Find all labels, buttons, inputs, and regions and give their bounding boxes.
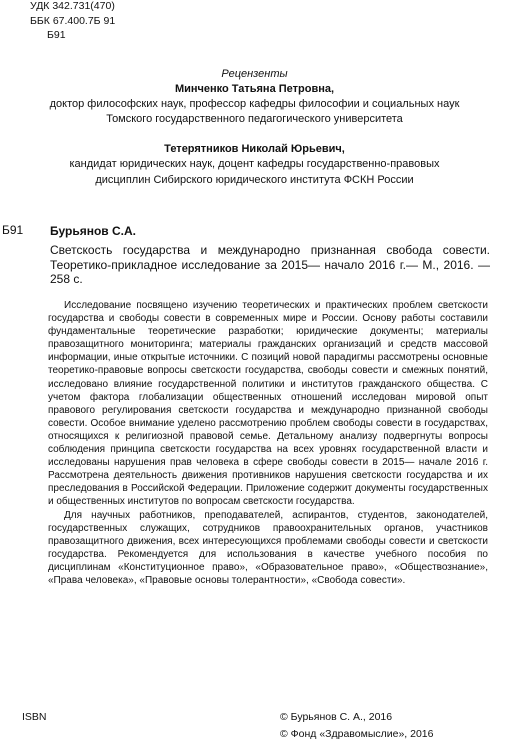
reviewer-2-affiliation: дисциплин Сибирского юридического института ФСКН России [95, 174, 414, 186]
annotation-paragraph-2: Для научных работников, преподавателей, аспирантов, студентов, законодателей, государственных служащих, сотрудников правоохранительных органов, участников правозащитного движения, всех интересующихся проблемами свободы совести и светскости государства. Рекомендуется для использования в качестве учебного пособия по дисциплинам «Конституционное право», «Образовательное право», «Обществознание», «Права человека», «Правовые основы толерантности», «Свобода совести». [48, 509, 488, 586]
reviewer-1-name: Минченко Татьяна Петровна, [174, 83, 335, 95]
author-mark: Б91 [47, 29, 66, 41]
entry-author: Бурьянов С.А. [50, 224, 136, 238]
copyright-publisher: © Фонд «Здравомыслие», 2016 [280, 728, 434, 740]
annotation [48, 299, 488, 587]
entry-code: Б91 [2, 223, 24, 237]
bbk-code: ББК 67.400.7Б 91 [30, 14, 116, 27]
annotation-paragraph-1: Исследование посвящено изучению теоретических и практических проблем светскости государства и свободы совести в современных мире и России. Основу работы составили фундаментальные теоретические разработки; юридические документы; материалы правозащитного мониторинга; материалы гражданских организаций и средств массовой информации, иные открытые источники. С позиций новой парадигмы рассмотрены основные теоретико-правовые вопросы светскости государства, свободы совести и смежных понятий, исследовано влияние государственной политики и институтов гражданского общества. С учетом фактора глобализации общественных отношений исследован мировой опыт правового регулирования светскости государства и международно признанной свободы совести. Особое внимание уделено рассмотрению проблем свободы совести в государствах, относящихся к религиозной правовой семье. Детальному анализу подвергнуты вопросы соблюдения принципа светскости государства на всех уровнях государственной власти и исследованы нарушения прав человека в сфере свободы совести в 2015— начале 2016 г. Рассмотрена деятельность движения противников нарушения светскости государства и их преследования в Российской Федерации. Приложение содержит документы государственных и общественных институтов по вопросам светскости государства. [48, 300, 488, 508]
classification-codes [30, 0, 115, 43]
reviewer-2-degree: кандидат юридических наук, доцент кафедры государственно-правовых [69, 158, 440, 170]
bibliographic-description: Светскость государства и международно признанная свобода совести. Теоретико-прикладное исследование за 2015— начало 2016 г.— М., 2016. — 258 с. [50, 243, 490, 286]
isbn-label: ISBN [22, 711, 47, 723]
reviewer-1-affiliation: Томского государственного педагогического университета [106, 113, 403, 125]
copyright-author: © Бурьянов С. А., 2016 [280, 711, 393, 723]
reviewer-1-degree: доктор философских наук, профессор кафедры философии и социальных наук [49, 98, 460, 110]
reviewer-2-name: Тетерятников Николай Юрьевич, [164, 143, 345, 155]
reviewers-heading: Рецензенты [221, 68, 288, 80]
udk-code: УДК 342.731(470) [30, 0, 115, 12]
